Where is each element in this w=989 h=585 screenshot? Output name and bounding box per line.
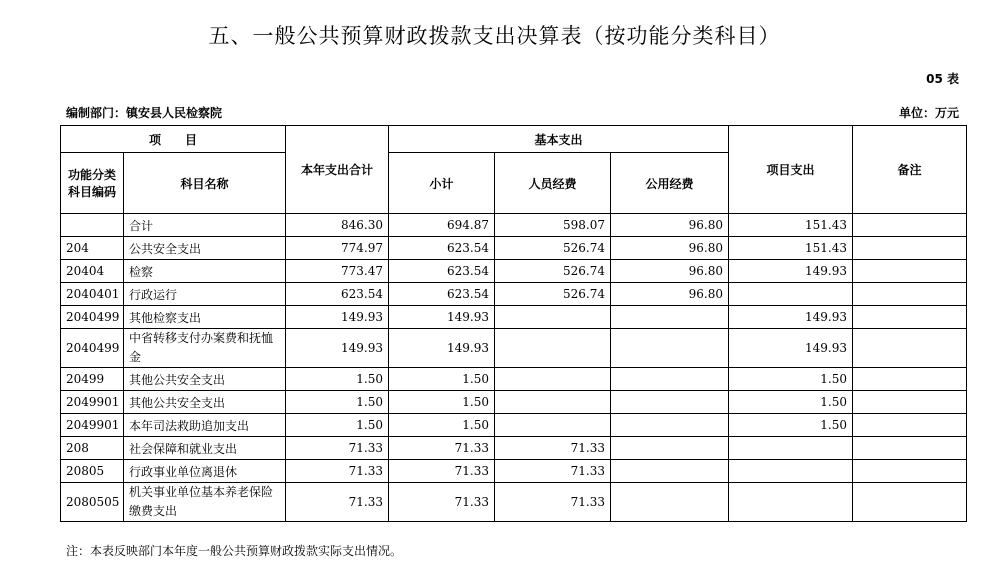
row-remark bbox=[853, 329, 967, 368]
table-row bbox=[61, 329, 967, 368]
row-project: 149.93 bbox=[729, 329, 853, 368]
row-name: 其他公共安全支出 bbox=[124, 391, 286, 414]
row-personnel bbox=[495, 368, 611, 391]
header-subtotal: 小计 bbox=[389, 153, 495, 214]
row-name: 行政运行 bbox=[124, 283, 286, 306]
row-total: 149.93 bbox=[286, 329, 389, 368]
row-personnel: 526.74 bbox=[495, 283, 611, 306]
row-personnel bbox=[495, 414, 611, 437]
row-name: 中省转移支付办案费和抚恤金 bbox=[124, 329, 286, 368]
table-row bbox=[61, 437, 967, 460]
row-total: 1.50 bbox=[286, 391, 389, 414]
row-code bbox=[61, 214, 124, 237]
row-remark bbox=[853, 437, 967, 460]
row-code: 20499 bbox=[61, 368, 124, 391]
row-personnel: 598.07 bbox=[495, 214, 611, 237]
row-project: 151.43 bbox=[729, 237, 853, 260]
budget-table bbox=[60, 125, 967, 522]
row-project: 1.50 bbox=[729, 368, 853, 391]
row-name: 检察 bbox=[124, 260, 286, 283]
row-personnel: 526.74 bbox=[495, 237, 611, 260]
row-subtotal: 71.33 bbox=[389, 437, 495, 460]
row-code: 2049901 bbox=[61, 414, 124, 437]
header-name: 科目名称 bbox=[124, 153, 286, 214]
row-public bbox=[611, 414, 729, 437]
row-public bbox=[611, 391, 729, 414]
row-subtotal: 71.33 bbox=[389, 483, 495, 522]
row-personnel: 71.33 bbox=[495, 460, 611, 483]
row-subtotal: 623.54 bbox=[389, 283, 495, 306]
row-remark bbox=[853, 391, 967, 414]
row-personnel: 71.33 bbox=[495, 437, 611, 460]
table-note: 注：本表反映部门本年度一般公共预算财政拨款实际支出情况。 bbox=[66, 544, 403, 558]
row-personnel: 526.74 bbox=[495, 260, 611, 283]
row-remark bbox=[853, 483, 967, 522]
row-subtotal: 149.93 bbox=[389, 306, 495, 329]
row-public bbox=[611, 306, 729, 329]
row-subtotal: 71.33 bbox=[389, 460, 495, 483]
table-row bbox=[61, 306, 967, 329]
table-row bbox=[61, 283, 967, 306]
row-total: 846.30 bbox=[286, 214, 389, 237]
row-personnel bbox=[495, 391, 611, 414]
row-subtotal: 623.54 bbox=[389, 260, 495, 283]
row-remark bbox=[853, 368, 967, 391]
table-row bbox=[61, 260, 967, 283]
row-public bbox=[611, 368, 729, 391]
row-project: 149.93 bbox=[729, 260, 853, 283]
row-code: 204 bbox=[61, 237, 124, 260]
table-row bbox=[61, 368, 967, 391]
row-public: 96.80 bbox=[611, 283, 729, 306]
header-public: 公用经费 bbox=[611, 153, 729, 214]
row-name: 行政事业单位离退休 bbox=[124, 460, 286, 483]
row-subtotal: 1.50 bbox=[389, 368, 495, 391]
row-subtotal: 694.87 bbox=[389, 214, 495, 237]
header-basic: 基本支出 bbox=[389, 126, 729, 153]
department-label: 编制部门：镇安县人民检察院 bbox=[66, 106, 223, 120]
row-subtotal: 623.54 bbox=[389, 237, 495, 260]
header-remark: 备注 bbox=[853, 126, 967, 214]
row-code: 2049901 bbox=[61, 391, 124, 414]
row-total: 1.50 bbox=[286, 414, 389, 437]
header-personnel: 人员经费 bbox=[495, 153, 611, 214]
row-project: 1.50 bbox=[729, 391, 853, 414]
table-number: 05 表 bbox=[926, 72, 959, 86]
header-total: 本年支出合计 bbox=[286, 126, 389, 214]
row-code: 20805 bbox=[61, 460, 124, 483]
table-row bbox=[61, 460, 967, 483]
unit-label: 单位：万元 bbox=[898, 106, 959, 120]
table-row bbox=[61, 237, 967, 260]
row-remark bbox=[853, 260, 967, 283]
row-remark bbox=[853, 414, 967, 437]
row-total: 71.33 bbox=[286, 483, 389, 522]
row-total: 623.54 bbox=[286, 283, 389, 306]
row-code: 2040401 bbox=[61, 283, 124, 306]
row-personnel: 71.33 bbox=[495, 483, 611, 522]
table-body bbox=[61, 214, 967, 522]
row-remark bbox=[853, 237, 967, 260]
row-code: 20404 bbox=[61, 260, 124, 283]
row-public bbox=[611, 460, 729, 483]
table-row bbox=[61, 391, 967, 414]
row-remark bbox=[853, 283, 967, 306]
row-total: 71.33 bbox=[286, 437, 389, 460]
row-code: 208 bbox=[61, 437, 124, 460]
row-personnel bbox=[495, 306, 611, 329]
row-code: 2040499 bbox=[61, 306, 124, 329]
row-subtotal: 1.50 bbox=[389, 391, 495, 414]
row-name: 合计 bbox=[124, 214, 286, 237]
page-title: 五、一般公共预算财政拨款支出决算表（按功能分类科目） bbox=[208, 24, 781, 48]
row-project bbox=[729, 283, 853, 306]
row-project bbox=[729, 483, 853, 522]
row-remark bbox=[853, 306, 967, 329]
row-project bbox=[729, 437, 853, 460]
row-code: 2080505 bbox=[61, 483, 124, 522]
row-public: 96.80 bbox=[611, 260, 729, 283]
row-public bbox=[611, 329, 729, 368]
row-public bbox=[611, 483, 729, 522]
row-subtotal: 1.50 bbox=[389, 414, 495, 437]
table-row bbox=[61, 414, 967, 437]
row-name: 本年司法救助追加支出 bbox=[124, 414, 286, 437]
row-project: 149.93 bbox=[729, 306, 853, 329]
row-name: 社会保障和就业支出 bbox=[124, 437, 286, 460]
header-code: 功能分类科目编码 bbox=[61, 153, 124, 214]
row-name: 公共安全支出 bbox=[124, 237, 286, 260]
table-row bbox=[61, 483, 967, 522]
row-project: 1.50 bbox=[729, 414, 853, 437]
row-total: 1.50 bbox=[286, 368, 389, 391]
row-code: 2040499 bbox=[61, 329, 124, 368]
row-project bbox=[729, 460, 853, 483]
row-subtotal: 149.93 bbox=[389, 329, 495, 368]
row-total: 773.47 bbox=[286, 260, 389, 283]
row-remark bbox=[853, 214, 967, 237]
row-total: 71.33 bbox=[286, 460, 389, 483]
row-personnel bbox=[495, 329, 611, 368]
row-name: 其他检察支出 bbox=[124, 306, 286, 329]
table-row bbox=[61, 214, 967, 237]
row-name: 机关事业单位基本养老保险缴费支出 bbox=[124, 483, 286, 522]
row-remark bbox=[853, 460, 967, 483]
row-total: 149.93 bbox=[286, 306, 389, 329]
row-total: 774.97 bbox=[286, 237, 389, 260]
header-item: 项 目 bbox=[61, 126, 286, 153]
row-public: 96.80 bbox=[611, 237, 729, 260]
header-project: 项目支出 bbox=[729, 126, 853, 214]
row-public bbox=[611, 437, 729, 460]
row-public: 96.80 bbox=[611, 214, 729, 237]
row-name: 其他公共安全支出 bbox=[124, 368, 286, 391]
row-project: 151.43 bbox=[729, 214, 853, 237]
